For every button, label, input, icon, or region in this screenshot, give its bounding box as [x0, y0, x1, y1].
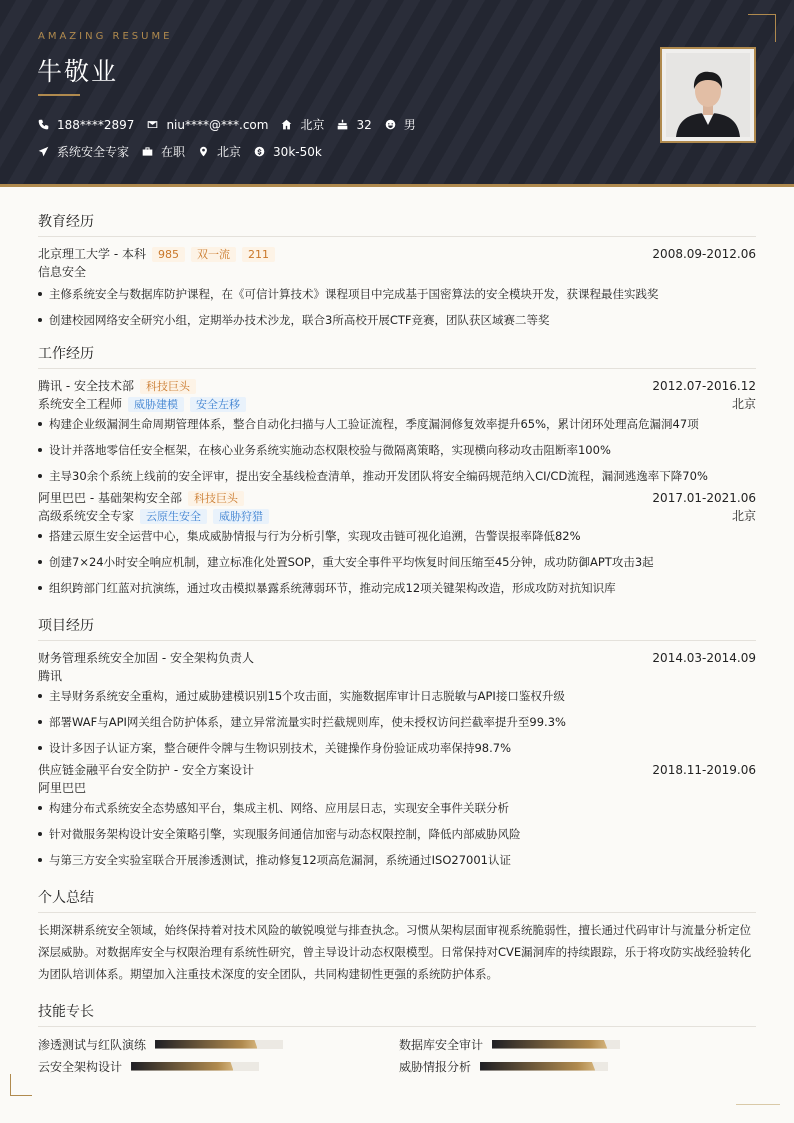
company-tag: 科技巨头	[140, 379, 196, 394]
project-bullet: 针对微服务架构设计安全策略引擎，实现服务间通信加密与动态权限控制，降低内部威胁风险	[38, 826, 756, 842]
job-intent-row	[38, 143, 335, 160]
education-header-row	[38, 245, 756, 263]
education-title-wrap	[38, 212, 756, 237]
project-header-row	[38, 649, 756, 667]
project-item	[38, 761, 756, 868]
role-name: 系统安全工程师	[38, 397, 123, 411]
project-header-row	[38, 761, 756, 779]
skill-fill	[480, 1062, 595, 1071]
skill-item	[399, 1035, 756, 1053]
skill-bar	[480, 1062, 608, 1071]
phone-item	[38, 118, 134, 132]
role-tag: 威胁建模	[128, 397, 184, 412]
work-city: 北京	[731, 509, 756, 523]
home-icon	[281, 119, 292, 130]
work-bullet: 搭建云原生安全运营中心，集成威胁情报与行为分析引擎，实现攻击链可视化追溯，告警误报率降低82%	[38, 528, 756, 544]
summary-title: 个人总结	[38, 890, 94, 906]
summary-section	[38, 888, 756, 985]
summary-text: 长期深耕系统安全领域，始终保持着对技术风险的敏锐嗅觉与排查执念。习惯从架构层面审视系统脆弱性，擅长通过代码审计与流量分析定位深层威胁。对数据库安全与权限治理有系统性研究，曾主导设计动态权限模型。日常保持对CVE漏洞库的持续跟踪，乐于将攻防实战经验转化为团队培训体系。期望加入注重技术深度的安全团队，共同构建韧性更强的系统防护体系。	[38, 923, 752, 981]
work-company-row	[38, 377, 756, 395]
skill-name: 数据库安全审计	[399, 1037, 484, 1052]
hometown-item	[281, 116, 324, 133]
education-section	[38, 212, 756, 333]
project-bullet: 部署WAF与API网关组合防护体系，建立异常流量实时拦截规则库，使未授权访问拦截率提升至99.3%	[38, 714, 756, 730]
work-item	[38, 489, 756, 596]
work-city: 北京	[731, 397, 756, 411]
skill-fill	[131, 1062, 233, 1071]
work-role-row	[38, 395, 756, 413]
project-bullet: 构建分布式系统安全态势感知平台，集成主机、网络、应用层日志，实现安全事件关联分析	[38, 800, 756, 816]
gender-item	[385, 116, 416, 133]
education-bullet: 主修系统安全与数据库防护课程，在《可信计算技术》课程项目中完成基于国密算法的安全模块开发，获课程最佳实践奖	[38, 286, 756, 302]
project-item	[38, 649, 756, 756]
corner-decoration	[736, 1104, 780, 1105]
phone-icon	[38, 119, 49, 130]
role-tag: 威胁狩猎	[213, 509, 269, 524]
resume-header	[0, 0, 794, 184]
name-underline	[38, 94, 80, 96]
phone-value: 188****2897	[57, 117, 135, 132]
header-divider	[0, 184, 794, 187]
corner-decoration	[748, 14, 776, 42]
major: 信息安全	[38, 265, 87, 279]
skills-section	[38, 1002, 756, 1075]
contact-row	[38, 116, 429, 133]
skill-item	[38, 1057, 399, 1075]
skills-grid	[38, 1035, 756, 1075]
status-item	[142, 143, 185, 160]
skill-fill	[492, 1040, 607, 1049]
projects-section	[38, 616, 756, 873]
work-bullet: 主导30余个系统上线前的安全评审，提出安全基线检查清单，推动开发团队将安全编码规范纳入CI/CD流程，漏洞逃逸率下降70%	[38, 468, 756, 484]
salary-value: 30k-50k	[273, 144, 322, 159]
project-bullet: 主导财务系统安全重构，通过威胁建模识别15个攻击面，实施数据库审计日志脱敏与API接口鉴权升级	[38, 688, 756, 704]
skill-item	[38, 1035, 399, 1053]
corner-decoration	[10, 1074, 32, 1096]
skill-bar	[131, 1062, 259, 1071]
briefcase-icon	[142, 146, 153, 157]
company-name: 腾讯 - 安全技术部	[38, 379, 134, 393]
skill-bar	[155, 1040, 283, 1049]
project-date: 2014.03-2014.09	[652, 651, 756, 665]
work-date: 2017.01-2021.06	[652, 491, 756, 505]
email-value: niu****@***.com	[166, 117, 269, 132]
projects-title: 项目经历	[38, 618, 94, 634]
education-date: 2008.09-2012.06	[652, 247, 756, 261]
work-section	[38, 344, 756, 601]
projects-title-wrap	[38, 616, 756, 641]
education-bullet: 创建校园网络安全研究小组，定期举办技术沙龙，联合3所高校开展CTF竞赛，团队获区域赛二等奖	[38, 312, 756, 328]
role-tag: 安全左移	[190, 397, 246, 412]
company-tag: 科技巨头	[188, 491, 244, 506]
candidate-name: 牛敬业	[37, 57, 119, 86]
work-title-wrap	[38, 344, 756, 369]
education-title: 教育经历	[38, 214, 94, 230]
age-value: 32	[356, 117, 372, 132]
tagline: AMAZING RESUME	[38, 31, 173, 42]
education-tag: 双一流	[191, 247, 236, 262]
city-value: 北京	[217, 145, 242, 159]
cake-icon	[337, 119, 348, 130]
salary-item	[254, 145, 322, 159]
age-item	[337, 118, 371, 132]
avatar-photo	[666, 53, 750, 137]
skill-name: 云安全架构设计	[38, 1059, 123, 1074]
summary-title-wrap	[38, 888, 756, 913]
position-value: 系统安全专家	[57, 145, 130, 159]
project-date: 2018.11-2019.06	[652, 763, 756, 777]
company-name: 阿里巴巴 - 基础架构安全部	[38, 491, 182, 505]
avatar	[660, 47, 756, 143]
city-item	[198, 143, 241, 160]
project-bullet: 与第三方安全实验室联合开展渗透测试，推动修复12项高危漏洞，系统通过ISO27001认证	[38, 852, 756, 868]
work-title: 工作经历	[38, 346, 94, 362]
skills-title: 技能专长	[38, 1004, 94, 1020]
smile-icon	[385, 119, 396, 130]
hometown-value: 北京	[300, 118, 325, 132]
work-bullet: 组织跨部门红蓝对抗演练，通过攻击模拟暴露系统薄弱环节，推动完成12项关键架构改造，形成攻防对抗知识库	[38, 580, 756, 596]
work-bullet: 设计并落地零信任安全框架，在核心业务系统实施动态权限校验与微隔离策略，实现横向移动攻击阻断率100%	[38, 442, 756, 458]
email-item	[147, 118, 268, 132]
mail-icon	[147, 119, 158, 130]
work-bullet: 创建7×24小时安全响应机制，建立标准化处置SOP，重大安全事件平均恢复时间压缩至45分钟，成功防御APT攻击3起	[38, 554, 756, 570]
project-org: 腾讯	[38, 669, 63, 683]
education-tag: 985	[152, 247, 185, 262]
work-item	[38, 377, 756, 484]
work-role-row	[38, 507, 756, 525]
project-name: 财务管理系统安全加固 - 安全架构负责人	[38, 651, 254, 665]
role-tag: 云原生安全	[140, 509, 207, 524]
location-pin-icon	[198, 146, 209, 157]
education-tag: 211	[242, 247, 275, 262]
project-bullet: 设计多因子认证方案，整合硬件令牌与生物识别技术，关键操作身份验证成功率保持98.7%	[38, 740, 756, 756]
money-icon	[254, 146, 265, 157]
work-company-row	[38, 489, 756, 507]
status-value: 在职	[161, 145, 186, 159]
work-date: 2012.07-2016.12	[652, 379, 756, 393]
project-name: 供应链金融平台安全防护 - 安全方案设计	[38, 763, 254, 777]
skill-fill	[155, 1040, 257, 1049]
project-org: 阿里巴巴	[38, 781, 87, 795]
skill-name: 威胁情报分析	[399, 1059, 472, 1074]
skill-item	[399, 1057, 756, 1075]
work-bullet: 构建企业级漏洞生命周期管理体系，整合自动化扫描与人工验证流程，季度漏洞修复效率提升65%，累计闭环处理高危漏洞47项	[38, 416, 756, 432]
school-name: 北京理工大学 - 本科	[38, 247, 146, 261]
skill-name: 渗透测试与红队演练	[38, 1037, 147, 1052]
education-item	[38, 245, 756, 328]
gender-value: 男	[403, 118, 416, 132]
position-item	[38, 143, 129, 160]
skills-title-wrap	[38, 1002, 756, 1027]
role-name: 高级系统安全专家	[38, 509, 135, 523]
skill-bar	[492, 1040, 620, 1049]
send-icon	[38, 146, 49, 157]
